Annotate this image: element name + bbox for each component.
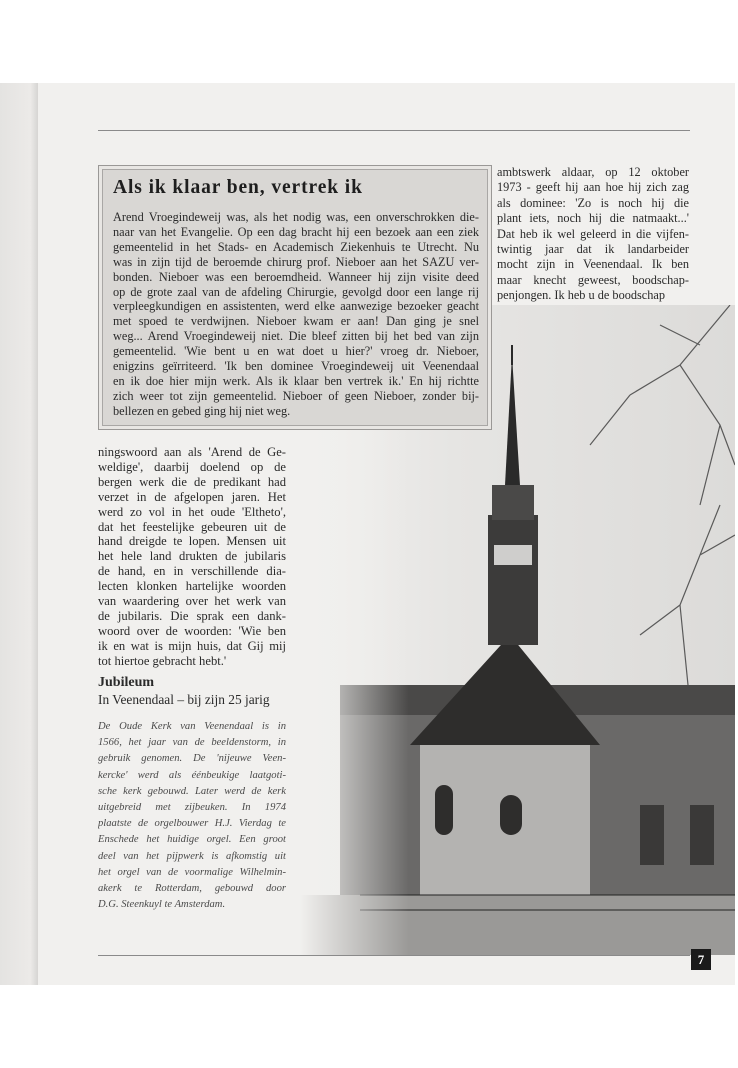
text-line: sche kerk gebouwd. Later werd de kerk xyxy=(98,785,286,797)
text-line: plant iets, noch hij die natmaakt...' xyxy=(497,211,689,226)
text-line: Dat heb ik wel geleerd in die vijfen- xyxy=(497,226,689,241)
text-line: het orgel van de voormalige Wilhelmin- xyxy=(98,866,286,878)
text-line: kercke' werd als éénbeukige laatgoti- xyxy=(98,769,286,781)
text-line: op de grote zaal van de afdeling Chirurgie, gevolgd door een lange rij xyxy=(113,284,479,299)
text-line: bergen werk die de predikant had xyxy=(98,474,286,489)
text-line: ik en wat is mijn huis, dat Gij mij xyxy=(98,638,286,653)
text-line: bellezen en gebed ging hij niet weg. xyxy=(113,403,291,418)
text-line: dat het feestelijke gebeuren uit de xyxy=(98,519,286,534)
text-line: verzet in de afgelopen jaren. Het xyxy=(98,489,286,504)
caption-subheading: In Veenendaal – bij zijn 25 jarig xyxy=(98,692,270,707)
text-line: mocht zijn in Veenendaal. Ik ben xyxy=(497,257,689,272)
text-line: met spoed te verdwijnen. Nieboer kwam er aan! Dan ging je snel xyxy=(113,314,479,329)
text-line: was in zijn tijd de beroemde chirurg prof. Nieboer aan het SAZU ver- xyxy=(113,254,479,269)
top-rule xyxy=(98,130,690,131)
page-number: 7 xyxy=(691,949,711,970)
text-line: De Oude Kerk van Veenendaal is in xyxy=(98,721,286,732)
text-line: maar knecht geweest, boodschap- xyxy=(497,272,689,287)
text-line: gemeentelid. 'Wie bent u en wat doet u hier?' vroeg dr. Nieboer, xyxy=(113,344,479,359)
text-line: bonden. Nieboer was een beroemdheid. Wanneer hij zijn visite deed xyxy=(113,269,479,284)
right-column-text xyxy=(497,165,689,304)
page-spine xyxy=(0,83,38,985)
text-line: zich weer tot zijn gemeentelid. Nieboer of geen Nieboer, zonder bij- xyxy=(113,388,479,403)
photo-caption xyxy=(98,719,286,913)
text-line: penjongen. Ik heb u de boodschap xyxy=(497,288,666,303)
text-line: plaatste de orgelbouwer H.J. Vierdag te xyxy=(98,818,286,830)
text-line: twintig jaar dat ik landarbeider xyxy=(497,242,689,257)
text-line: Arend Vroegindeweij was, als het nodig was, een onverschrokken die- xyxy=(113,210,479,224)
text-line: gebruik genomen. De 'nijeuwe Veen- xyxy=(98,753,286,765)
text-line: Enschede het huidige orgel. Een groot xyxy=(98,834,286,846)
text-line: 1566, het jaar van de beeldenstorm, in xyxy=(98,737,286,749)
text-line: de jubilaris. Die sprak een dank- xyxy=(98,608,286,623)
text-line: woord over de woorden: 'Wie ben xyxy=(98,623,286,638)
text-line: akerk te Rotterdam, gebouwd door xyxy=(98,883,286,895)
text-line: als dominee: 'Zo is noch hij die xyxy=(497,195,689,210)
text-line: en ik doe hier mijn werk. Als ik klaar ben vertrek ik.' En hij richtte xyxy=(113,373,479,388)
text-line: van waardering over het werk van xyxy=(98,594,286,609)
text-line: D.G. Steenkuyl te Amsterdam. xyxy=(98,899,226,911)
text-line: weldige', daarbij doelend op de xyxy=(98,459,286,474)
text-line: hand dreigde te lopen. Mensen uit xyxy=(98,534,286,549)
sidebar-title: Als ik klaar ben, vertrek ik xyxy=(113,177,363,198)
text-line: gemeentelid in het Stads- en Academisch Ziekenhuis te Utrecht. Nu xyxy=(113,239,479,254)
text-line: uitgebreid met zijbeuken. In 1974 xyxy=(98,802,286,814)
text-line: naar van het Evangelie. Op een dag bracht hij een bezoek aan een ziek xyxy=(113,224,479,239)
text-line: weg... Arend Vroegindeweij niet. Die bleef zitten bij het bed van zijn xyxy=(113,329,479,344)
caption-heading: Jubileum xyxy=(98,675,155,690)
text-line: het hele land drukten de jubilaris xyxy=(98,549,286,564)
text-line: lecten klonken hartelijke woorden xyxy=(98,579,286,594)
sidebar-text xyxy=(113,210,479,419)
text-line: tot hiertoe gebracht hebt.' xyxy=(98,653,227,668)
text-line: deel van het pijpwerk is afkomstig uit xyxy=(98,850,286,862)
text-line: de hand, en in verschillende dia- xyxy=(98,564,286,579)
sidebar-box xyxy=(98,165,492,430)
text-line: werd zo vol in het oude 'Eltheto', xyxy=(98,504,286,519)
text-line: ningswoord aan als 'Arend de Ge- xyxy=(98,445,286,459)
text-line: 1973 - geeft hij aan hoe hij zich zag xyxy=(497,180,689,195)
left-column-text xyxy=(98,445,286,669)
bottom-rule xyxy=(98,955,690,956)
text-line: enigzins geïrriteerd. 'Ik ben dominee Vroegindeweij uit Veenendaal xyxy=(113,359,479,374)
text-line: ambtswerk aldaar, op 12 oktober xyxy=(497,165,689,179)
text-line: verpleegkundigen en assistenten, werd elke aanwezige bezoeker geacht xyxy=(113,299,479,314)
